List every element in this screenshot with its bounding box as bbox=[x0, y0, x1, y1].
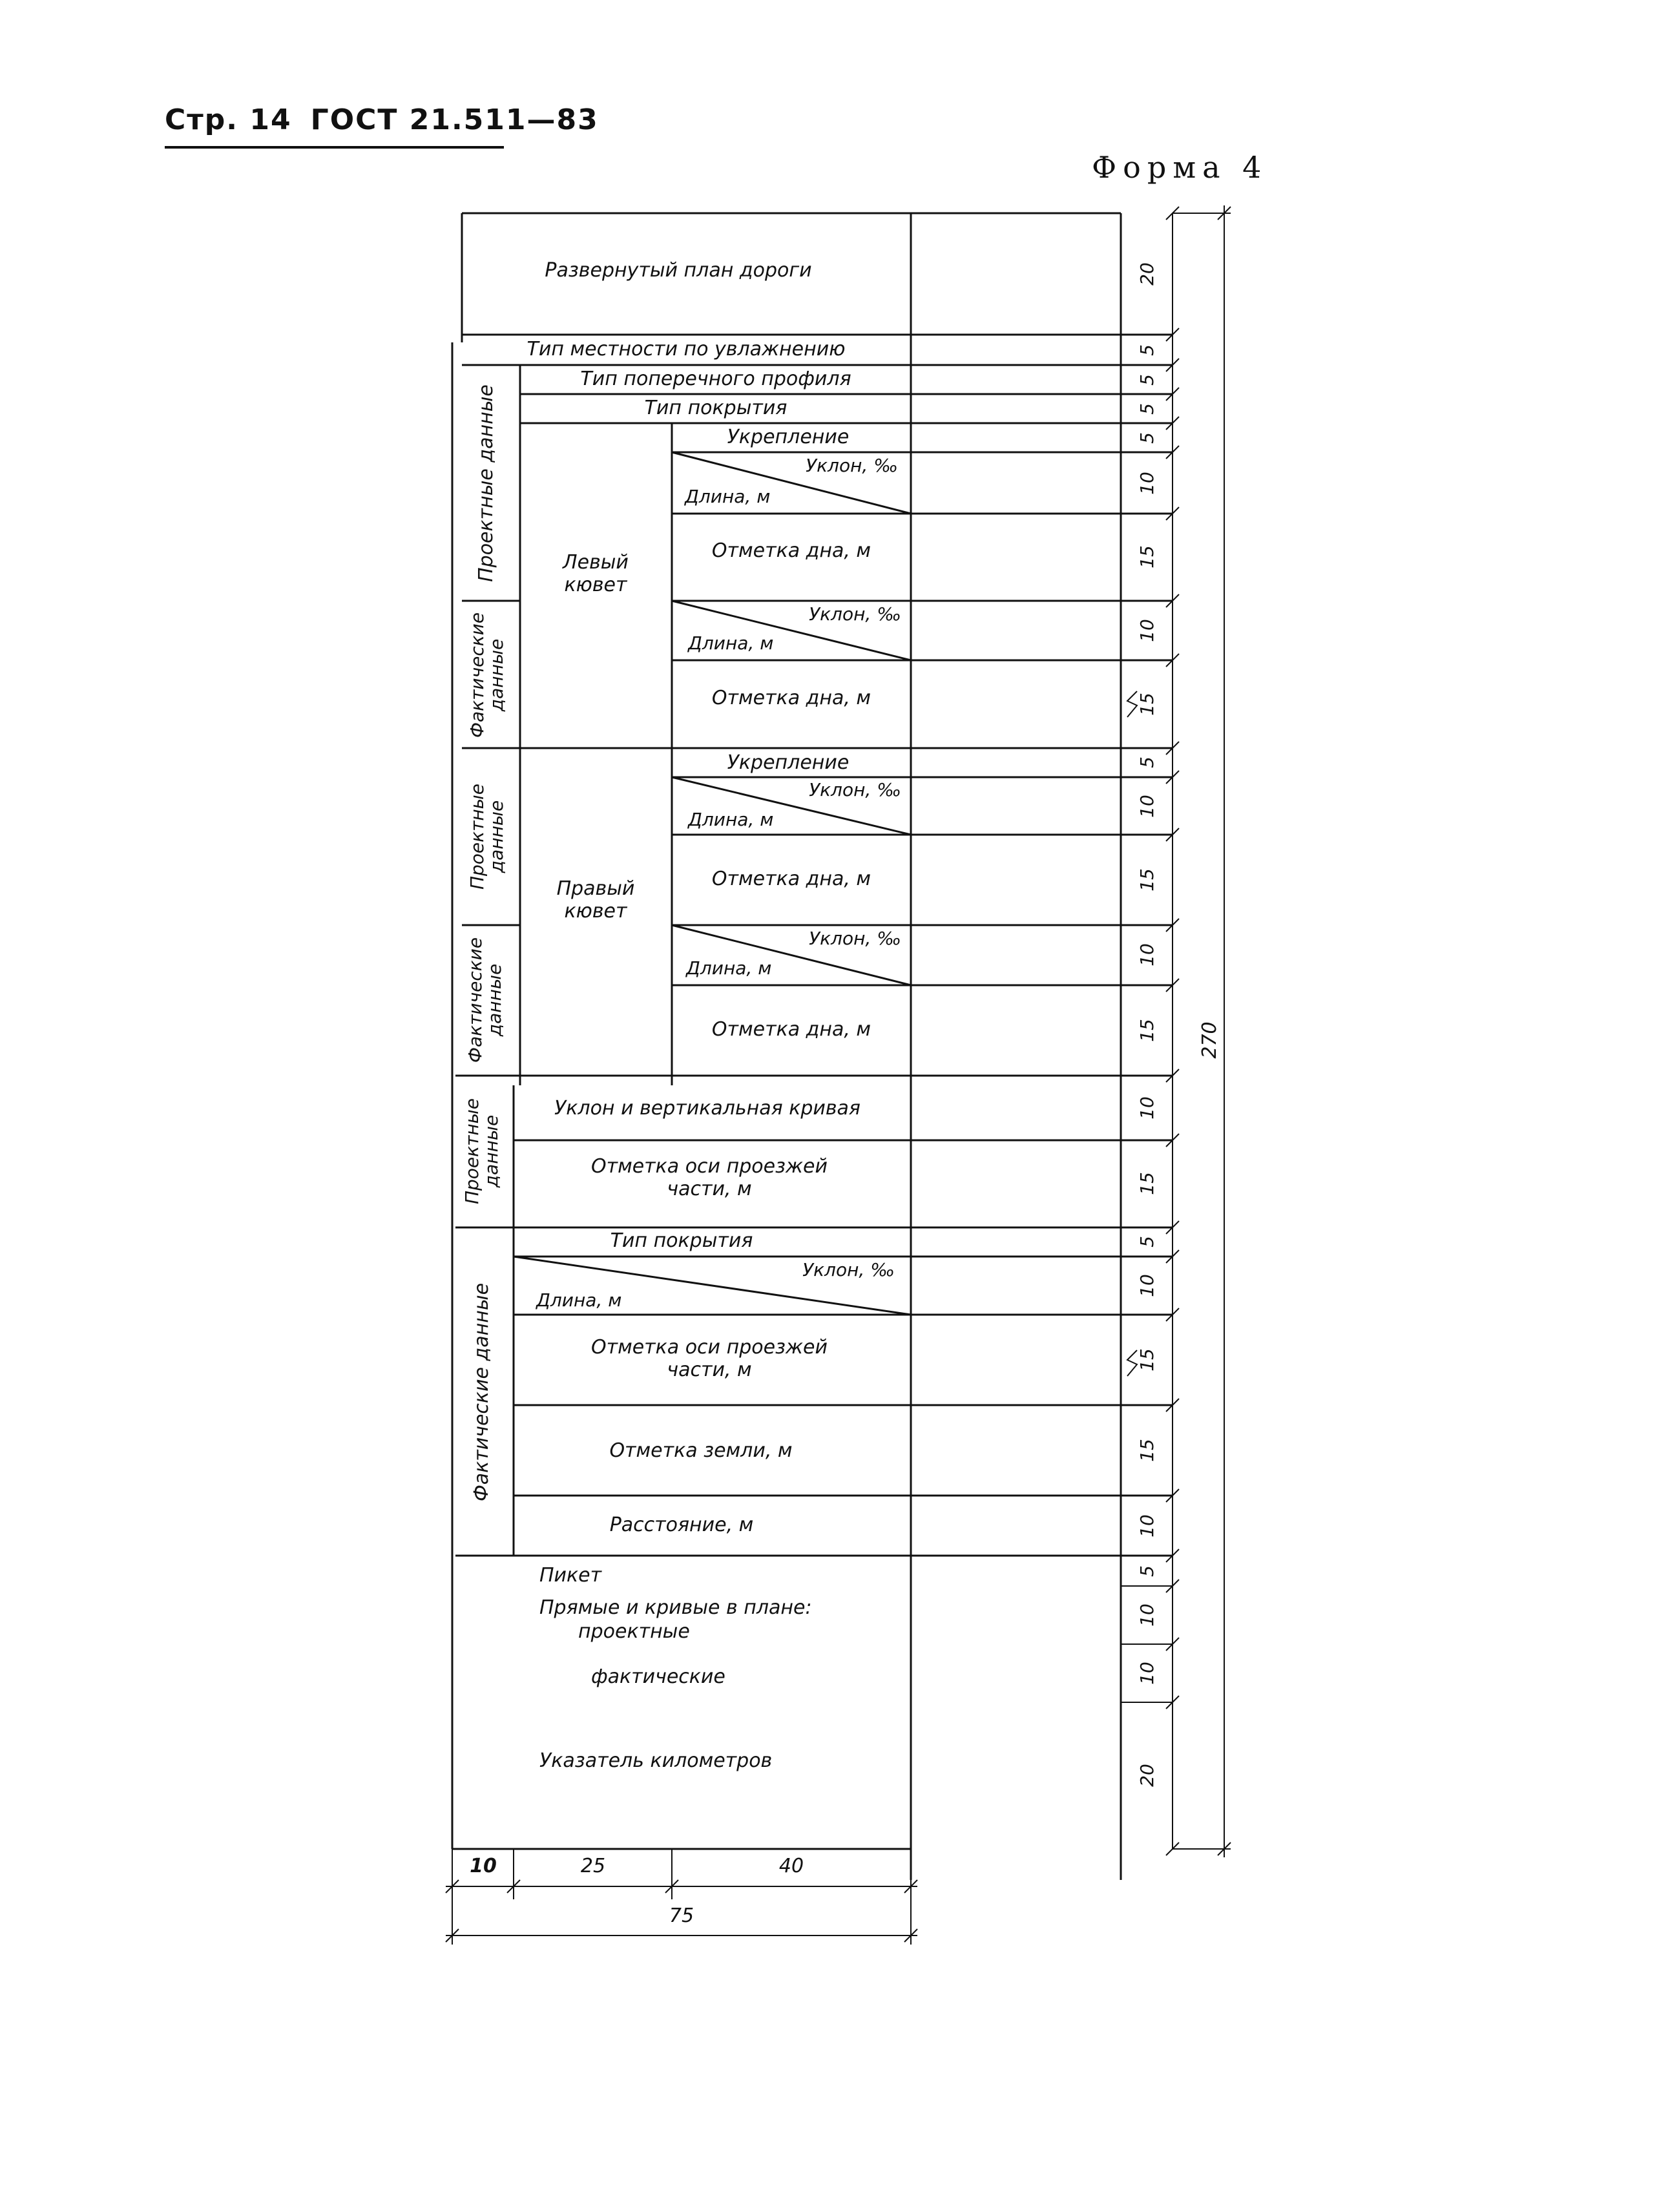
ground-mark-label: Отметка земли, м bbox=[609, 1439, 793, 1462]
actual-axis-mark-label-1: Отметка оси проезжей bbox=[591, 1336, 828, 1359]
form-label: Форма 4 bbox=[1092, 150, 1268, 185]
right-ditch-label-2: кювет bbox=[564, 900, 627, 923]
dim-row-14: 15 bbox=[1136, 1019, 1158, 1042]
side-design-data-axis-a: Проектные bbox=[461, 1098, 483, 1205]
dim-row-9: 15 bbox=[1136, 693, 1158, 716]
dim-row-8: 10 bbox=[1136, 619, 1158, 642]
picket-label: Пикет bbox=[539, 1564, 602, 1587]
dim-row-13: 10 bbox=[1136, 943, 1158, 966]
terrain-type-label: Тип местности по увлажнению bbox=[527, 338, 846, 360]
right-reinforcement-label: Укрепление bbox=[727, 751, 850, 774]
left-design-slope-label: Уклон, ‰ bbox=[806, 455, 898, 476]
dim-row-10: 5 bbox=[1136, 756, 1158, 768]
left-design-bottom-mark-label: Отметка дна, м bbox=[711, 539, 871, 562]
actual-slope-label: Уклон, ‰ bbox=[802, 1259, 895, 1280]
slope-vertical-curve-label: Уклон и вертикальная кривая bbox=[554, 1097, 860, 1120]
side-design-data-right-ditch-a: Проектные bbox=[466, 783, 488, 890]
left-actual-bottom-mark-label: Отметка дна, м bbox=[711, 687, 871, 709]
dim-row-3: 5 bbox=[1136, 374, 1158, 386]
side-actual-data-left-ditch-a: Фактические bbox=[466, 612, 488, 738]
design-axis-mark-label-2: части, м bbox=[667, 1178, 752, 1200]
side-actual-data-right-ditch-a: Фактические bbox=[464, 937, 486, 1063]
side-actual-data-right-ditch-b: данные bbox=[484, 963, 505, 1037]
dim-row-4: 5 bbox=[1136, 403, 1158, 415]
distance-label: Расстояние, м bbox=[609, 1514, 754, 1536]
lines-curves-label: Прямые и кривые в плане: bbox=[539, 1596, 812, 1619]
side-design-data-axis-b: данные bbox=[481, 1114, 502, 1188]
right-ditch-label-1: Правый bbox=[556, 877, 635, 900]
left-reinforcement-label: Укрепление bbox=[727, 426, 850, 448]
side-design-data-left-ditch: Проектные данные bbox=[475, 384, 497, 582]
dim-row-1: 20 bbox=[1136, 262, 1158, 286]
left-actual-slope-label: Уклон, ‰ bbox=[809, 603, 901, 625]
side-actual-data-left-ditch-b: данные bbox=[486, 638, 507, 712]
right-dimensions bbox=[1136, 262, 1221, 1787]
left-ditch-label-1: Левый bbox=[563, 551, 629, 574]
dim-row-24: 10 bbox=[1136, 1662, 1158, 1685]
dim-row-2: 5 bbox=[1136, 344, 1158, 356]
lines-actual-label: фактические bbox=[591, 1665, 725, 1688]
page-number: Стр. 14 bbox=[165, 103, 292, 136]
right-design-bottom-mark-label: Отметка дна, м bbox=[711, 868, 871, 890]
bottom-dimensions bbox=[470, 1855, 804, 1927]
dim-row-15: 10 bbox=[1136, 1096, 1158, 1120]
dim-row-21: 10 bbox=[1136, 1514, 1158, 1538]
dim-row-12: 15 bbox=[1136, 868, 1158, 892]
km-indicator-label: Указатель километров bbox=[539, 1749, 773, 1772]
dim-row-6: 10 bbox=[1136, 472, 1158, 495]
actual-length-label: Длина, м bbox=[536, 1289, 622, 1311]
row-labels bbox=[527, 259, 901, 1772]
right-actual-length-label: Длина, м bbox=[686, 957, 772, 979]
dim-row-19: 15 bbox=[1136, 1348, 1158, 1372]
side-actual-data-road: Фактические данные bbox=[470, 1282, 493, 1502]
dim-row-22: 5 bbox=[1136, 1565, 1158, 1577]
dim-row-11: 10 bbox=[1136, 795, 1158, 818]
dim-row-16: 15 bbox=[1136, 1172, 1158, 1195]
side-labels bbox=[461, 384, 507, 1501]
dim-row-7: 15 bbox=[1136, 545, 1158, 569]
dim-total-width: 75 bbox=[669, 1904, 694, 1927]
side-design-data-right-ditch-b: данные bbox=[486, 800, 507, 873]
dim-row-5: 5 bbox=[1136, 432, 1158, 444]
right-design-length-label: Длина, м bbox=[688, 809, 774, 830]
dim-row-23: 10 bbox=[1136, 1603, 1158, 1627]
dim-row-20: 15 bbox=[1136, 1439, 1158, 1462]
cross-profile-type-label: Тип поперечного профиля bbox=[580, 368, 851, 390]
dim-col-1: 10 bbox=[470, 1855, 497, 1877]
right-actual-bottom-mark-label: Отметка дна, м bbox=[711, 1018, 871, 1041]
road-plan-label: Развернутый план дороги bbox=[545, 259, 812, 282]
surface-type-label: Тип покрытия bbox=[644, 397, 787, 419]
dim-row-25: 20 bbox=[1136, 1764, 1158, 1787]
lines-design-label: проектные bbox=[578, 1620, 690, 1643]
right-design-slope-label: Уклон, ‰ bbox=[809, 779, 901, 800]
right-actual-slope-label: Уклон, ‰ bbox=[809, 928, 901, 949]
design-axis-mark-label-1: Отметка оси проезжей bbox=[591, 1155, 828, 1178]
left-design-length-label: Длина, м bbox=[685, 486, 771, 507]
dim-col-2: 25 bbox=[580, 1855, 606, 1877]
dim-row-18: 10 bbox=[1136, 1274, 1158, 1297]
dim-row-17: 5 bbox=[1136, 1236, 1158, 1247]
dim-col-3: 40 bbox=[778, 1855, 804, 1877]
dim-total-height: 270 bbox=[1198, 1021, 1221, 1059]
actual-surface-type-label: Тип покрытия bbox=[610, 1229, 753, 1252]
left-actual-length-label: Длина, м bbox=[688, 632, 774, 654]
left-ditch-label-2: кювет bbox=[564, 574, 627, 596]
actual-axis-mark-label-2: части, м bbox=[667, 1359, 752, 1381]
page-standard: ГОСТ 21.511—83 bbox=[310, 103, 599, 136]
